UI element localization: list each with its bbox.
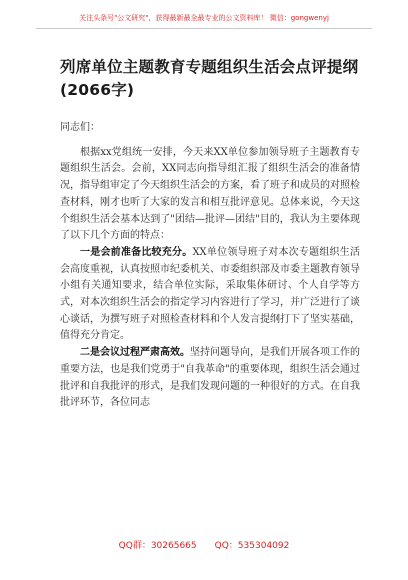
qq-number: QQ：535304092	[214, 541, 290, 551]
document-body	[60, 120, 360, 412]
point-one-text: XX单位领导班子对本次专题组织生活会高度重视，认真按照市纪委机关、市委组织部及市委主题教育领导小组有关通知要求，结合单位实际，采取集体研讨、个人自学等方式，对本次组织生活会的指定学习内容进行了学习，并广泛进行了谈心谈话，为撰写班子对照检查材料和个人发言提纲打下了坚实基础，值得充分肯定。	[60, 246, 360, 342]
paragraph-point-two	[60, 345, 360, 412]
paragraph-point-one	[60, 245, 360, 345]
greeting: 同志们：	[60, 122, 100, 133]
header-divider	[36, 28, 372, 29]
qq-group: QQ群：30265665	[118, 541, 197, 551]
point-two-text: 坚持问题导向，是我们开展各项工作的重要方法，也是我们党勇于"自我革命"的重要体现，组织生活会通过批评和自我批评的形式，是我们发现问题的一种很好的方式。在自我批评环节，各位同志	[60, 347, 360, 409]
document-title: 列席单位主题教育专题组织生活会点评提纲(2066字)	[60, 58, 359, 99]
promo-header: 关注头条号"公文研究"，获得最新最全最专业的公文资料库！ 微信：gongwenyj	[79, 14, 329, 22]
paragraph-intro: 根据xx党组统一安排，今天来XX单位参加领导班子主题教育专题组织生活会。会前，XX同志向指导组汇报了组织生活会的准备情况，指导组审定了今天组织生活会的方案，看了班子和成员的对照检查材料，刚才也听了大家的发言和相互批评意见。总体来说，今天这个组织生活会基本达到了"团结—批评—团结"目的，我认为主要体现了以下几个方面的特点：	[60, 146, 360, 242]
contact-footer	[0, 538, 408, 551]
point-two-heading: 二是会议过程严肃高效。	[80, 347, 190, 359]
point-one-heading: 一是会前准备比较充分。	[80, 246, 193, 258]
